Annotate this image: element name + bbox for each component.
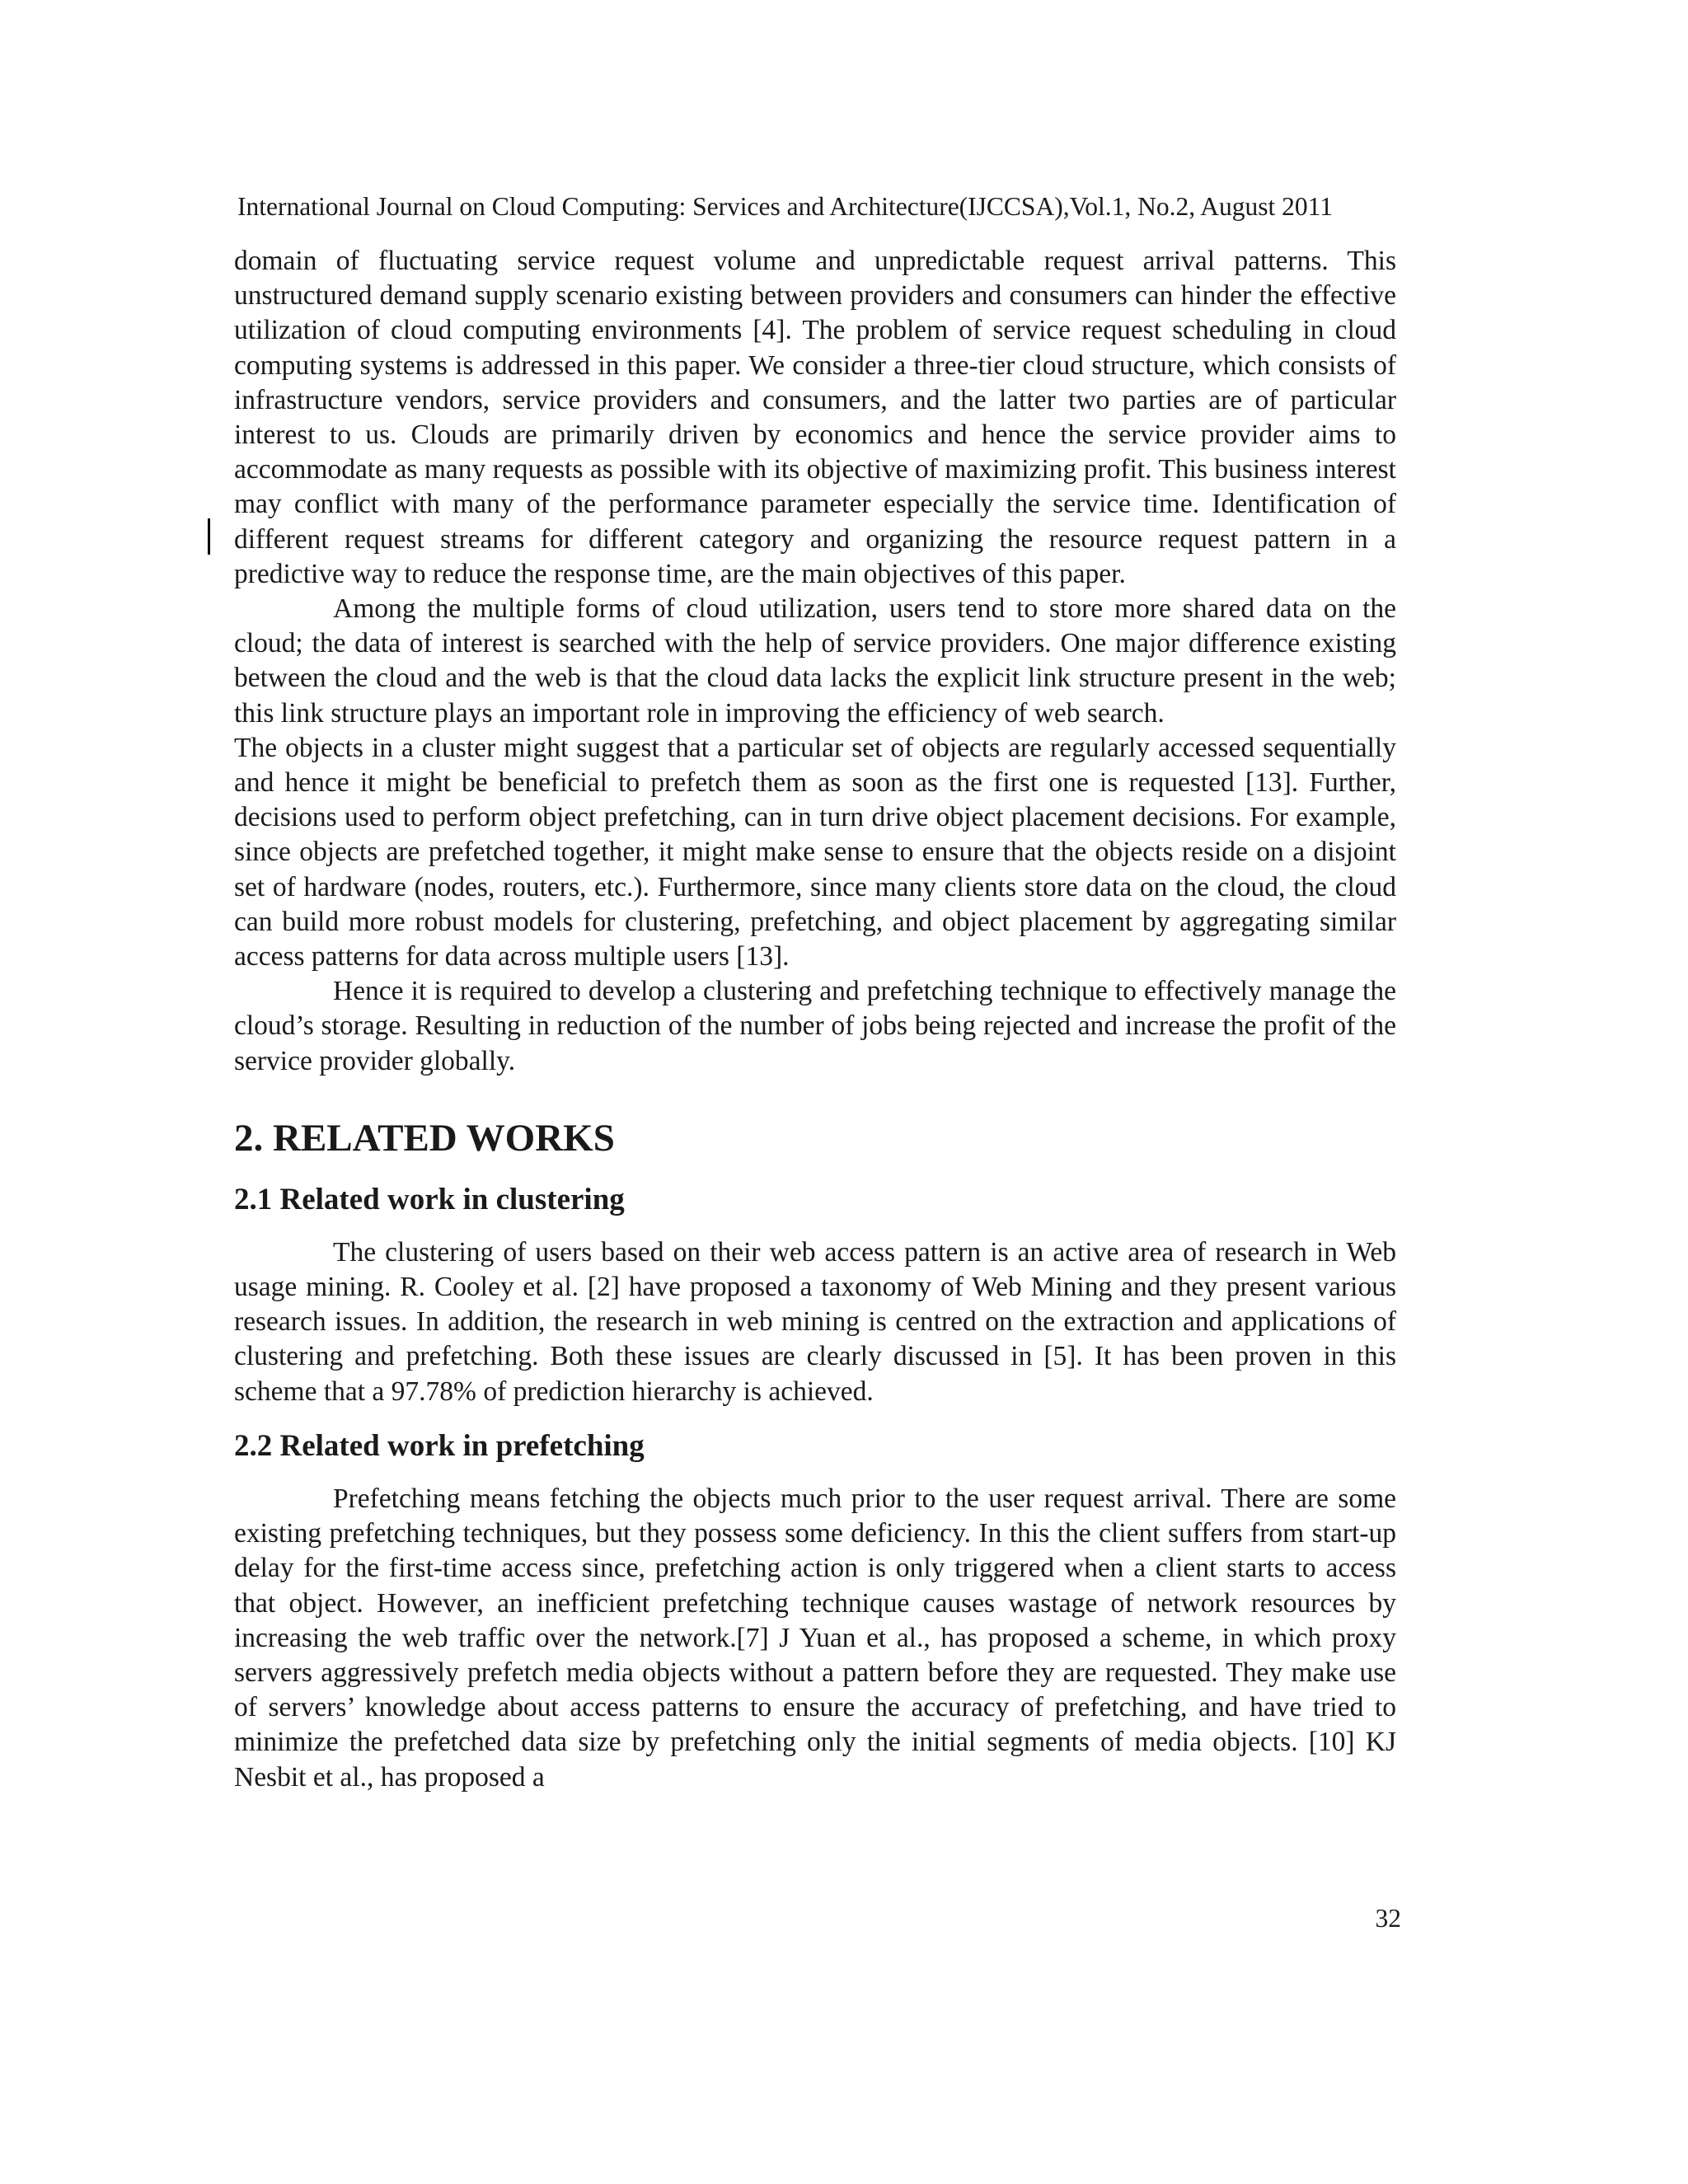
body-paragraph-2: Among the multiple forms of cloud utilization, users tend to store more shared data on the cloud; the data of interest is searched with the help of service providers. One major difference existing between the cloud and the web is that the cloud data lacks the explicit link structure present in the web; this link structure plays an important role in improving the efficiency of web search.	[234, 593, 1396, 729]
page-body	[234, 244, 1396, 1795]
section-heading-related-works: 2. RELATED WORKS	[234, 1116, 615, 1160]
revision-change-bar	[208, 518, 210, 555]
prefetching-paragraph: Prefetching means fetching the objects much prior to the user request arrival. There are some existing prefetching techniques, but they possess some deficiency. In this the client suffers from start-up delay for the first-time access since, prefetching action is only triggered when a client starts to access that object. However, an inefficient prefetching technique causes wastage of network resources by increasing the web traffic over the network.[7] J Yuan et al., has proposed a scheme, in which proxy servers aggressively prefetch media objects without a pattern before they are requested. They make use of servers’ knowledge about access patterns to ensure the accuracy of prefetching, and have tried to minimize the prefetched data size by prefetching only the initial segments of media objects. [10] KJ Nesbit et al., has proposed a	[234, 1483, 1396, 1793]
running-header: International Journal on Cloud Computing: Services and Architecture(IJCCSA),Vol.1, No.2, August 2011	[237, 192, 1333, 221]
subsection-heading-prefetching: 2.2 Related work in prefetching	[234, 1428, 645, 1463]
body-paragraph-4: Hence it is required to develop a clustering and prefetching technique to effectively manage the cloud’s storage. Resulting in reduction of the number of jobs being rejected and increase the profit of the service provider globally.	[234, 976, 1396, 1076]
subsection-heading-clustering: 2.1 Related work in clustering	[234, 1182, 625, 1216]
page-number: 32	[1375, 1904, 1401, 1933]
clustering-paragraph: The clustering of users based on their web access pattern is an active area of research in Web usage mining. R. Cooley et al. [2] have proposed a taxonomy of Web Mining and they present various research issues. In addition, the research in web mining is centred on the extraction and applications of clustering and prefetching. Both these issues are clearly discussed in [5]. It has been proven in this scheme that a 97.78% of prediction hierarchy is achieved.	[234, 1236, 1396, 1407]
body-paragraph-1: domain of fluctuating service request volume and unpredictable request arrival patterns. This unstructured demand supply scenario existing between providers and consumers can hinder the effective utilization of cloud computing environments [4]. The problem of service request scheduling in cloud computing systems is addressed in this paper. We consider a three-tier cloud structure, which consists of infrastructure vendors, service providers and consumers, and the latter two parties are of particular interest to us. Clouds are primarily driven by economics and hence the service provider aims to accommodate as many requests as possible with its objective of maximizing profit. This business interest may conflict with many of the performance parameter especially the service time. Identification of different request streams for different category and organizing the resource request pattern in a predictive way to reduce the response time, are the main objectives of this paper.	[234, 246, 1396, 589]
body-paragraph-3: The objects in a cluster might suggest that a particular set of objects are regularly accessed sequentially and hence it might be beneficial to prefetch them as soon as the first one is requested [13]. Further, decisions used to perform object prefetching, can in turn drive object placement decisions. For example, since objects are prefetched together, it might make sense to ensure that the objects reside on a disjoint set of hardware (nodes, routers, etc.). Furthermore, since many clients store data on the cloud, the cloud can build more robust models for clustering, prefetching, and object placement by aggregating similar access patterns for data across multiple users [13].	[234, 732, 1396, 972]
